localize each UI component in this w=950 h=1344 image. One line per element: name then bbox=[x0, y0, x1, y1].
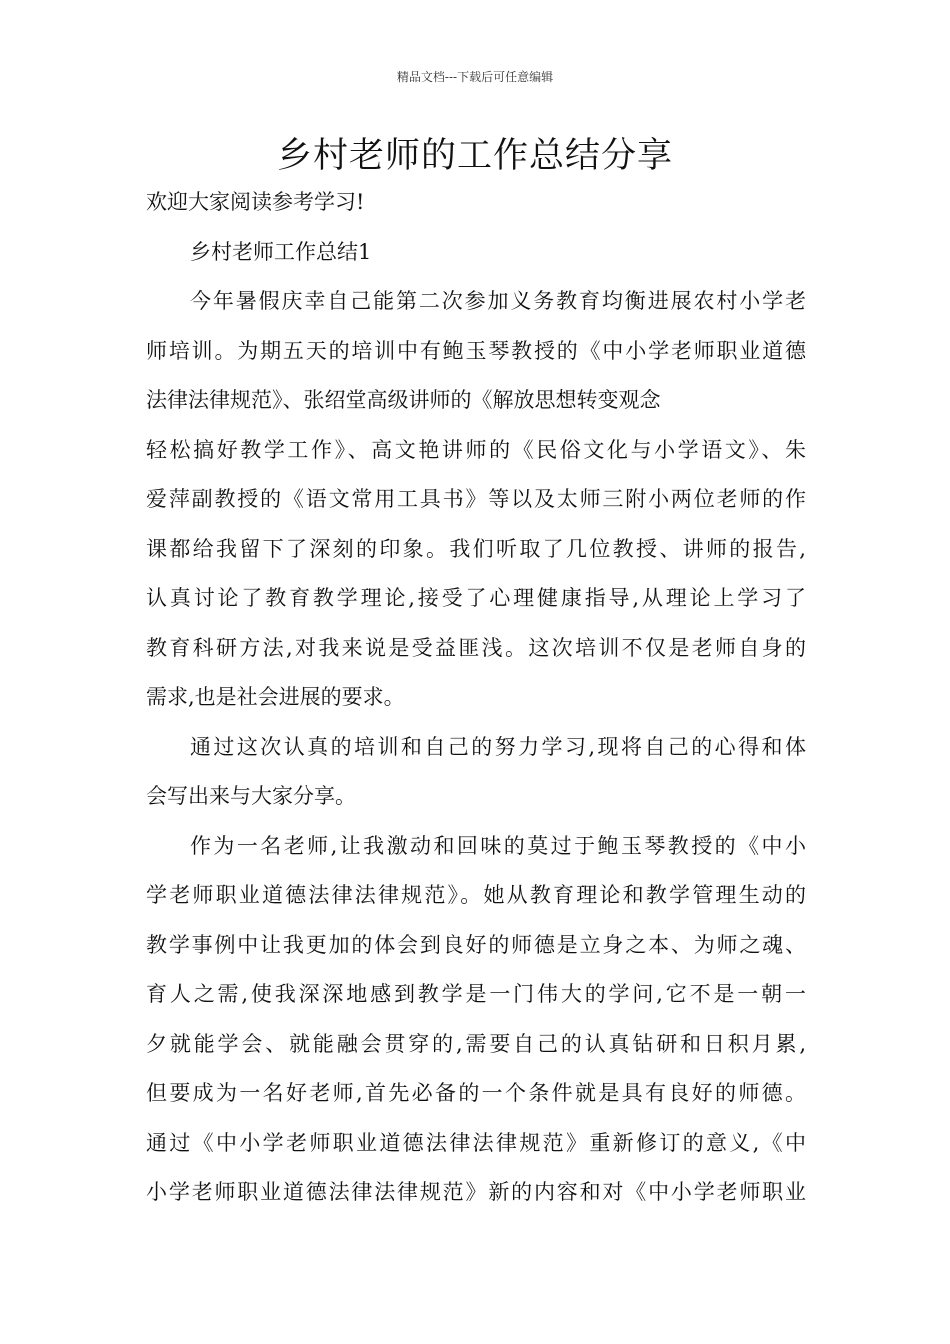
paragraph-line: 学老师职业道德法律法律规范》。她从教育理论和教学管理生动的 bbox=[146, 883, 806, 907]
paragraph-line: 育人之需,使我深深地感到教学是一门伟大的学问,它不是一朝一 bbox=[146, 982, 806, 1006]
paragraph-line: 轻松搞好教学工作》、高文艳讲师的《民俗文化与小学语文》、朱 bbox=[146, 437, 806, 462]
paragraph-line: 教育科研方法,对我来说是受益匪浅。这次培训不仅是老师自身的 bbox=[146, 635, 806, 660]
paragraph-line: 师培训。为期五天的培训中有鲍玉琴教授的《中小学老师职业道德 bbox=[146, 338, 806, 363]
paragraph-line: 夕就能学会、就能融会贯穿的,需要自己的认真钻研和日积月累, bbox=[146, 1031, 806, 1056]
paragraph-line: 认真讨论了教育教学理论,接受了心理健康指导,从理论上学习了 bbox=[146, 586, 806, 610]
section-heading: 乡村老师工作总结1 bbox=[190, 239, 372, 264]
paragraph-line: 作为一名老师,让我激动和回味的莫过于鲍玉琴教授的《中小 bbox=[190, 833, 806, 858]
document-title: 乡村老师的工作总结分享 bbox=[276, 136, 673, 176]
paragraph-line: 课都给我留下了深刻的印象。我们听取了几位教授、讲师的报告, bbox=[146, 536, 806, 561]
header-note: 精品文档---下载后可任意编辑 bbox=[396, 70, 554, 84]
paragraph-line: 爱萍副教授的《语文常用工具书》等以及太师三附小两位老师的作 bbox=[146, 487, 806, 511]
paragraph-line: 法律法律规范》、张绍堂高级讲师的《解放思想转变观念 bbox=[146, 388, 661, 412]
paragraph-line: 需求,也是社会进展的要求。 bbox=[146, 685, 405, 709]
greeting-line: 欢迎大家阅读参考学习! bbox=[146, 190, 365, 214]
paragraph-line: 但要成为一名好老师,首先必备的一个条件就是具有良好的师德。 bbox=[146, 1081, 806, 1105]
paragraph-line: 通过这次认真的培训和自己的努力学习,现将自己的心得和体 bbox=[190, 734, 806, 759]
paragraph-line: 教学事例中让我更加的体会到良好的师德是立身之本、为师之魂、 bbox=[146, 932, 806, 957]
document-body bbox=[146, 178, 806, 1218]
paragraph-line: 小学老师职业道德法律法律规范》新的内容和对《中小学老师职业 bbox=[146, 1180, 806, 1204]
paragraph-line: 今年暑假庆幸自己能第二次参加义务教育均衡进展农村小学老 bbox=[190, 289, 806, 313]
paragraph-line: 通过《中小学老师职业道德法律法律规范》重新修订的意义,《中 bbox=[146, 1130, 806, 1155]
paragraph-line: 会写出来与大家分享。 bbox=[146, 784, 356, 808]
